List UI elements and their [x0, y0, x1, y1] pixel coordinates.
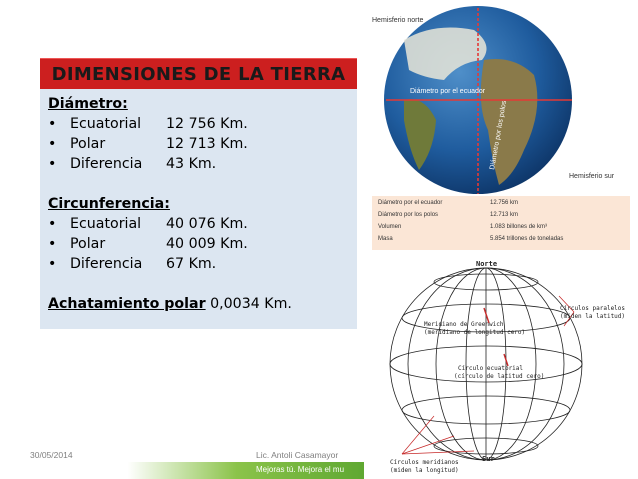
table-cell-value: 12.713 km: [490, 212, 519, 218]
diametro-row-ecuatorial: [48, 114, 358, 134]
ecuatorial-label: Círculo ecuatorial: [458, 365, 524, 372]
greenwich-sublabel: (meridiano de longitud cero): [424, 329, 526, 336]
diametro-row-polar: [48, 134, 358, 154]
row-value: 67 Km.: [166, 256, 217, 272]
diametro-ecuador-label: Diámetro por el ecuador: [410, 88, 486, 95]
table-cell-label: Diámetro por el ecuador: [378, 200, 443, 206]
norte-label: Norte: [476, 260, 498, 268]
circunferencia-row-ecuatorial: [48, 214, 358, 234]
paralelos-sublabel: (miden la latitud): [560, 313, 626, 320]
table-cell-label: Volumen: [378, 224, 402, 230]
circunferencia-row-polar: [48, 234, 358, 254]
earth-data-table: [372, 196, 630, 250]
row-label: Polar: [70, 236, 106, 252]
table-cell-label: Diámetro por los polos: [378, 212, 439, 218]
bullet: •: [48, 156, 57, 172]
bullet: •: [48, 216, 57, 232]
slide-title-bar: [40, 58, 357, 90]
globe-diagram: [364, 256, 638, 479]
footer-bar: [0, 462, 364, 479]
spacer: [48, 274, 358, 294]
meridianos-sublabel: (miden la longitud): [390, 467, 459, 474]
bullet: •: [48, 136, 57, 152]
achatamiento-row: [48, 294, 358, 314]
hemisferio-norte-label: Hemisferio norte: [372, 17, 424, 24]
row-label: Ecuatorial: [70, 216, 142, 232]
paralelos-label: Círculos paralelos: [560, 305, 626, 312]
ecuatorial-sublabel: (círculo de latitud cero): [454, 373, 545, 380]
table-cell-value: 5.854 trillones de toneladas: [490, 236, 564, 242]
hemisferio-sur-label: Hemisferio sur: [569, 173, 615, 180]
bullet: •: [48, 256, 57, 272]
row-label: Polar: [70, 136, 106, 152]
meridianos-label: Círculos meridianos: [390, 459, 459, 466]
diametro-row-diferencia: [48, 154, 358, 174]
circunferencia-heading: Circunferencia:: [48, 196, 170, 212]
row-label: Ecuatorial: [70, 116, 142, 132]
footer-tagline: Mejoras tú. Mejora el mu: [256, 465, 345, 474]
footer-author: Lic. Antoli Casamayor: [256, 450, 339, 460]
achatamiento-value: 0,0034 Km.: [210, 296, 292, 312]
row-value: 12 713 Km.: [166, 136, 248, 152]
row-label: Diferencia: [70, 256, 143, 272]
globe-wireframe: [364, 256, 638, 479]
footer-date: 30/05/2014: [30, 450, 73, 460]
achatamiento-label: Achatamiento polar: [48, 296, 206, 312]
row-value: 12 756 Km.: [166, 116, 248, 132]
circunferencia-row-diferencia: [48, 254, 358, 274]
row-value: 43 Km.: [166, 156, 217, 172]
table-cell-value: 1.083 billones de km³: [490, 224, 548, 230]
content-text: [48, 94, 358, 314]
table-cell-label: Masa: [378, 236, 393, 242]
row-value: 40 009 Km.: [166, 236, 248, 252]
sur-label: Sur: [482, 455, 495, 463]
table-cell-value: 12.756 km: [490, 200, 519, 206]
row-label: Diferencia: [70, 156, 143, 172]
bullet: •: [48, 236, 57, 252]
diametro-polos-label: Diámetro por los polos: [489, 100, 509, 171]
diametro-heading: Diámetro:: [48, 96, 128, 112]
spacer: [48, 174, 358, 194]
greenwich-label: Meridiano de Greenwich: [424, 321, 504, 328]
slide-title: DIMENSIONES DE LA TIERRA: [51, 64, 346, 85]
row-value: 40 076 Km.: [166, 216, 248, 232]
bullet: •: [48, 116, 57, 132]
